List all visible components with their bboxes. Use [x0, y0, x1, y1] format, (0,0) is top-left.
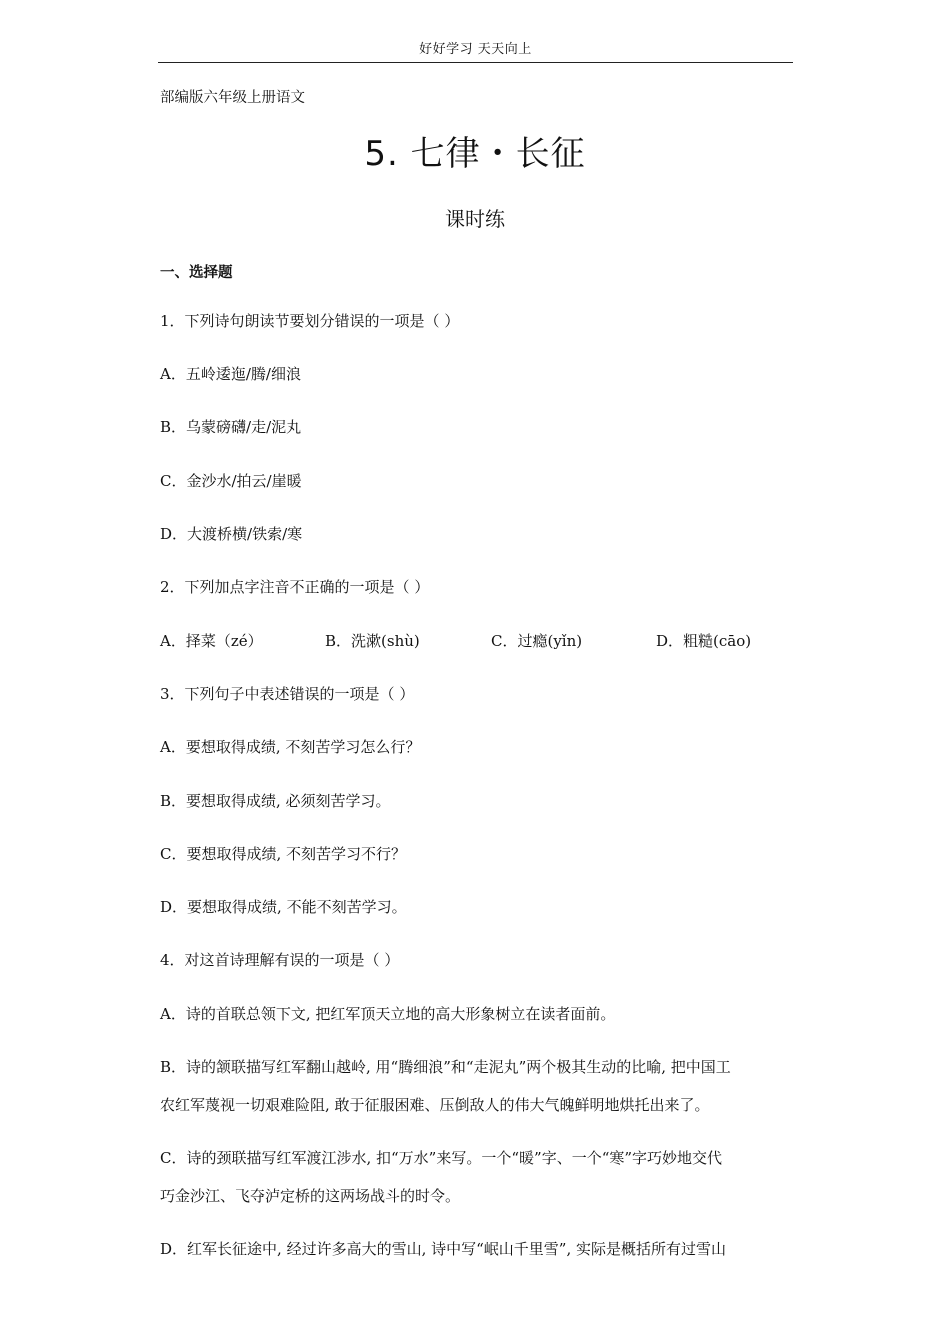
question-3-option-a: A．要想取得成绩, 不刻苦学习怎么行？ — [160, 738, 421, 756]
question-2-option-c: C．过瘾(yǐn) — [491, 632, 583, 650]
question-4-option-b-line-1: B．诗的颔联描写红军翻山越岭, 用“腾细浪”和“走泥丸”两个极其生动的比喻, 把中国工 — [160, 1058, 731, 1076]
question-3-option-d: D．要想取得成绩, 不能不刻苦学习。 — [160, 898, 407, 916]
question-2-option-d: D．粗糙(cāo) — [656, 632, 752, 650]
document-subtitle: 课时练 — [445, 207, 505, 231]
question-4-option-b-line-2: 农红军蔑视一切艰难险阻, 敢于征服困难、压倒敌人的伟大气魄鲜明地烘托出来了。 — [160, 1096, 710, 1114]
question-3-option-c: C．要想取得成绩, 不刻苦学习不行？ — [160, 845, 407, 863]
question-2-stem: 2．下列加点字注音不正确的一项是（ ） — [160, 578, 430, 596]
subject-label: 部编版六年级上册语文 — [160, 90, 305, 106]
question-1-stem: 1．下列诗句朗读节要划分错误的一项是（ ） — [160, 312, 460, 330]
page-header: 好好学习 天天向上 — [419, 42, 532, 57]
question-4-option-c-line-2: 巧金沙江、飞夺泸定桥的这两场战斗的时令。 — [160, 1187, 461, 1205]
question-2-option-b: B．洗漱(shù) — [325, 632, 420, 650]
question-3-stem: 3．下列句子中表述错误的一项是（ ） — [160, 685, 415, 703]
question-1-option-c: C．金沙水/拍云/崖暖 — [160, 472, 302, 490]
section-heading: 一、选择题 — [160, 265, 233, 281]
question-4-option-d-line-1: D．红军长征途中, 经过许多高大的雪山, 诗中写“岷山千里雪”, 实际是概括所有过雪山 — [160, 1240, 726, 1258]
question-1-option-d: D．大渡桥横/铁索/寒 — [160, 525, 303, 543]
question-1-option-b: B．乌蒙磅礴/走/泥丸 — [160, 418, 302, 436]
question-1-option-a: A．五岭逶迤/腾/细浪 — [160, 365, 301, 383]
question-2-option-a: A．择菜（zé） — [160, 632, 263, 650]
question-4-option-a: A．诗的首联总领下文, 把红军顶天立地的高大形象树立在读者面前。 — [160, 1005, 616, 1023]
question-3-option-b: B．要想取得成绩, 必须刻苦学习。 — [160, 792, 391, 810]
question-4-stem: 4．对这首诗理解有误的一项是（ ） — [160, 951, 400, 969]
document-title: 5. 七律・长征 — [364, 134, 586, 174]
header-divider — [158, 62, 793, 63]
question-4-option-c-line-1: C．诗的颈联描写红军渡江涉水, 扣“万水”来写。一个“暖”字、一个“寒”字巧妙地交代 — [160, 1149, 723, 1167]
